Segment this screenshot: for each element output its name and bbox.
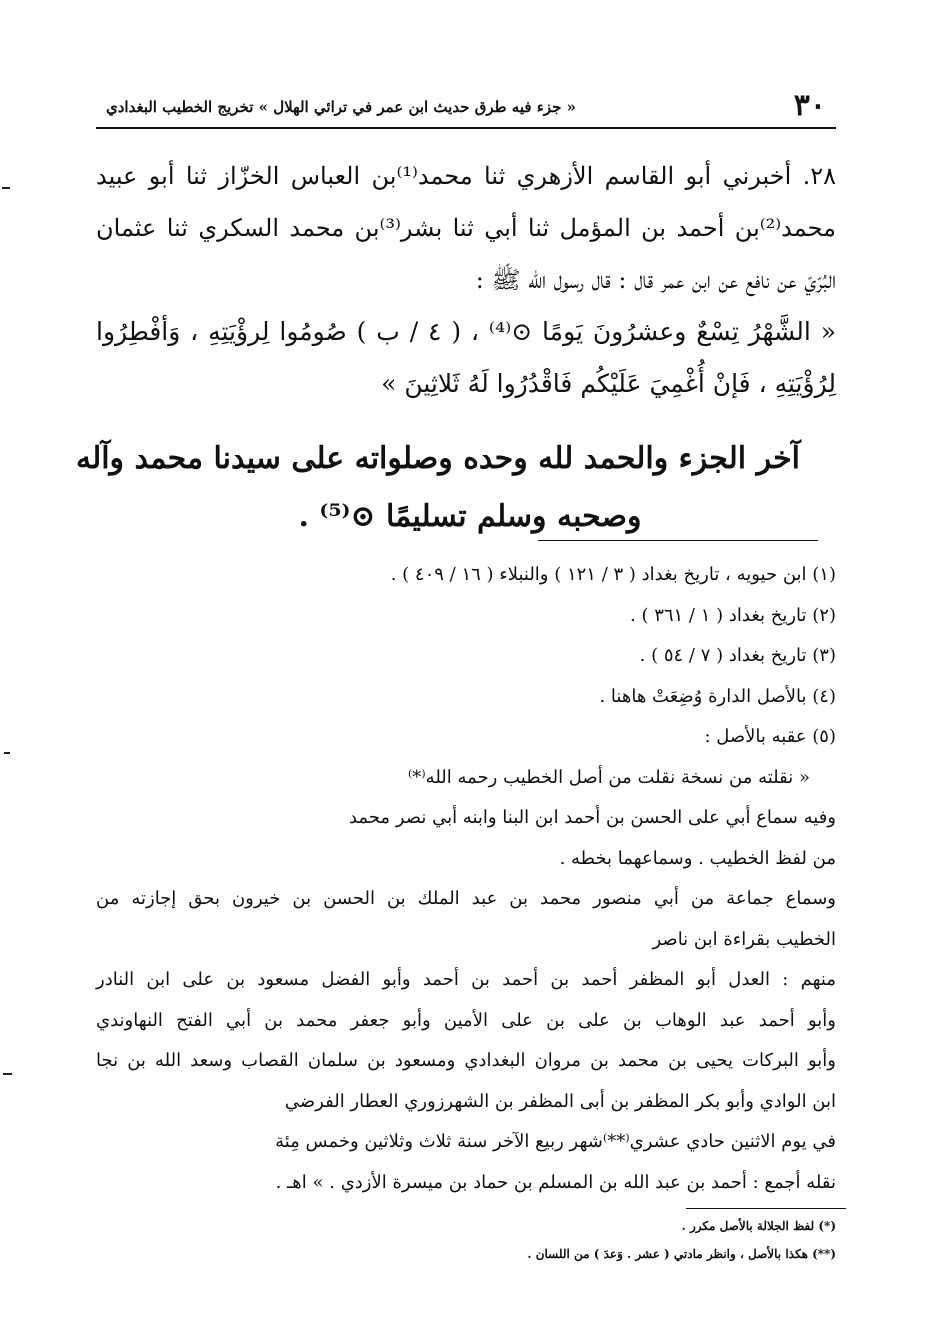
note-line: في يوم الاثنين حادي عشري⁽**⁾شهر ربيع الآخر سنة ثلاث وثلاثين وخمس مِئة	[275, 1131, 836, 1152]
page-number: ٣٠	[793, 88, 826, 123]
page-header	[96, 88, 836, 128]
colophon-line: وصحبه وسلم تسليمًا ⊙⁽⁵⁾ .	[298, 499, 642, 534]
header-divider	[96, 127, 836, 129]
footnote-line: (**) هكذا بالأصل ، وانظر مادتي ( عشر . وَعدَ ) من اللسان .	[527, 1247, 836, 1261]
note-line: (٣) تاريخ بغداد ( ٧ / ٥٤ ) .	[639, 645, 836, 666]
footnote-line: (*) لفظ الجلالة بالأصل مكرر .	[681, 1219, 836, 1233]
note-line: نقله أجمع : أحمد بن عبد الله بن المسلم بن حماد بن ميسرة الأزدي . » اهـ .	[275, 1171, 836, 1193]
hadith-line: محمد⁽²⁾بن أحمد بن المؤمل ثنا أبي ثنا بشر⁽³⁾بن محمد السكري ثنا عثمان	[96, 214, 836, 242]
note-line: (٢) تاريخ بغداد ( ١ / ٣٦١ ) .	[630, 604, 836, 626]
note-line: وأبو أحمد عبد الوهاب بن على بن على الأمين وأبو جعفر محمد بن أبي الفتح النهاوندي	[96, 1009, 836, 1031]
notes-divider	[538, 540, 818, 541]
hadith-block	[96, 150, 836, 410]
note-line: « نقلته من نسخة نقلت من أصل الخطيب رحمه الله⁽*⁾	[407, 766, 810, 788]
footnote-divider	[686, 1208, 846, 1209]
hadith-line: ٢٨. أخبرني أبو القاسم الأزهري ثنا محمد⁽¹⁾بن العباس الخزّاز ثنا أبو عبيد	[96, 162, 836, 190]
note-line: ابن الوادي وأبو بكر المظفر بن أبى المظفر بن الشهرزوري العطار الفرضي	[284, 1090, 836, 1112]
note-line: وسماع جماعة من أبي منصور محمد بن عبد الملك بن الحسن بن خيرون بحق إجازته من	[96, 888, 836, 909]
note-line: من لفظ الخطيب . وسماعهما بخطه .	[559, 847, 836, 869]
scan-artifact	[2, 187, 10, 189]
scan-artifact	[3, 1073, 12, 1075]
footnotes	[200, 1212, 836, 1268]
editor-notes	[96, 555, 836, 1203]
note-line: (٤) بالأصل الدارة وُضِعَتْ هاهنا .	[599, 685, 836, 707]
colophon-line: آخر الجزء والحمد لله وحده وصلواته على سيدنا محمد وآله	[76, 441, 800, 476]
scan-artifact	[4, 752, 10, 754]
hadith-text-line: لِرُؤْيَتِهِ ، فَإنْ أُغْمِيَ عَلَيْكُم فَاقْدُرُوا لَهُ ثَلاثِينَ »	[381, 369, 836, 398]
note-line: (١) ابن حيويه ، تاريخ بغداد ( ٣ / ١٢١ ) والنبلاء ( ١٦ / ٤٠٩ ) .	[390, 564, 836, 585]
hadith-text-line: « الشَّهْرُ تِسْعٌ وعشرُونَ يَومًا ⊙⁽⁴⁾ ، ( ٤ / ب ) صُومُوا لِرؤْيَتِهِ ، وَأفْطِرُوا	[96, 317, 837, 346]
note-line: وفيه سماع أبي على الحسن بن أحمد ابن البنا وابنه أبي نصر محمد	[348, 807, 836, 828]
running-title: « جزء فيه طرق حديث ابن عمر في ترائي الهلال » تخريج الخطيب البغدادي	[106, 98, 576, 116]
note-line: وأبو البركات يحيى بن محمد بن مروان البغدادي ومسعود بن سلمان القصاب وسعد الله بن نجا	[96, 1050, 837, 1071]
note-line: (٥) عقبه بالأصل :	[704, 726, 836, 747]
colophon	[76, 430, 800, 546]
note-line: الخطيب بقراءة ابن ناصر	[652, 928, 836, 950]
note-line: منهم : العدل أبو المظفر أحمد بن أحمد بن أحمد وأبو الفضل مسعود بن على ابن النادر	[96, 969, 836, 990]
hadith-line: البُرّيّ عن نافع عن ابن عمر قال : قال رسول الله ﷺ :	[475, 266, 836, 294]
